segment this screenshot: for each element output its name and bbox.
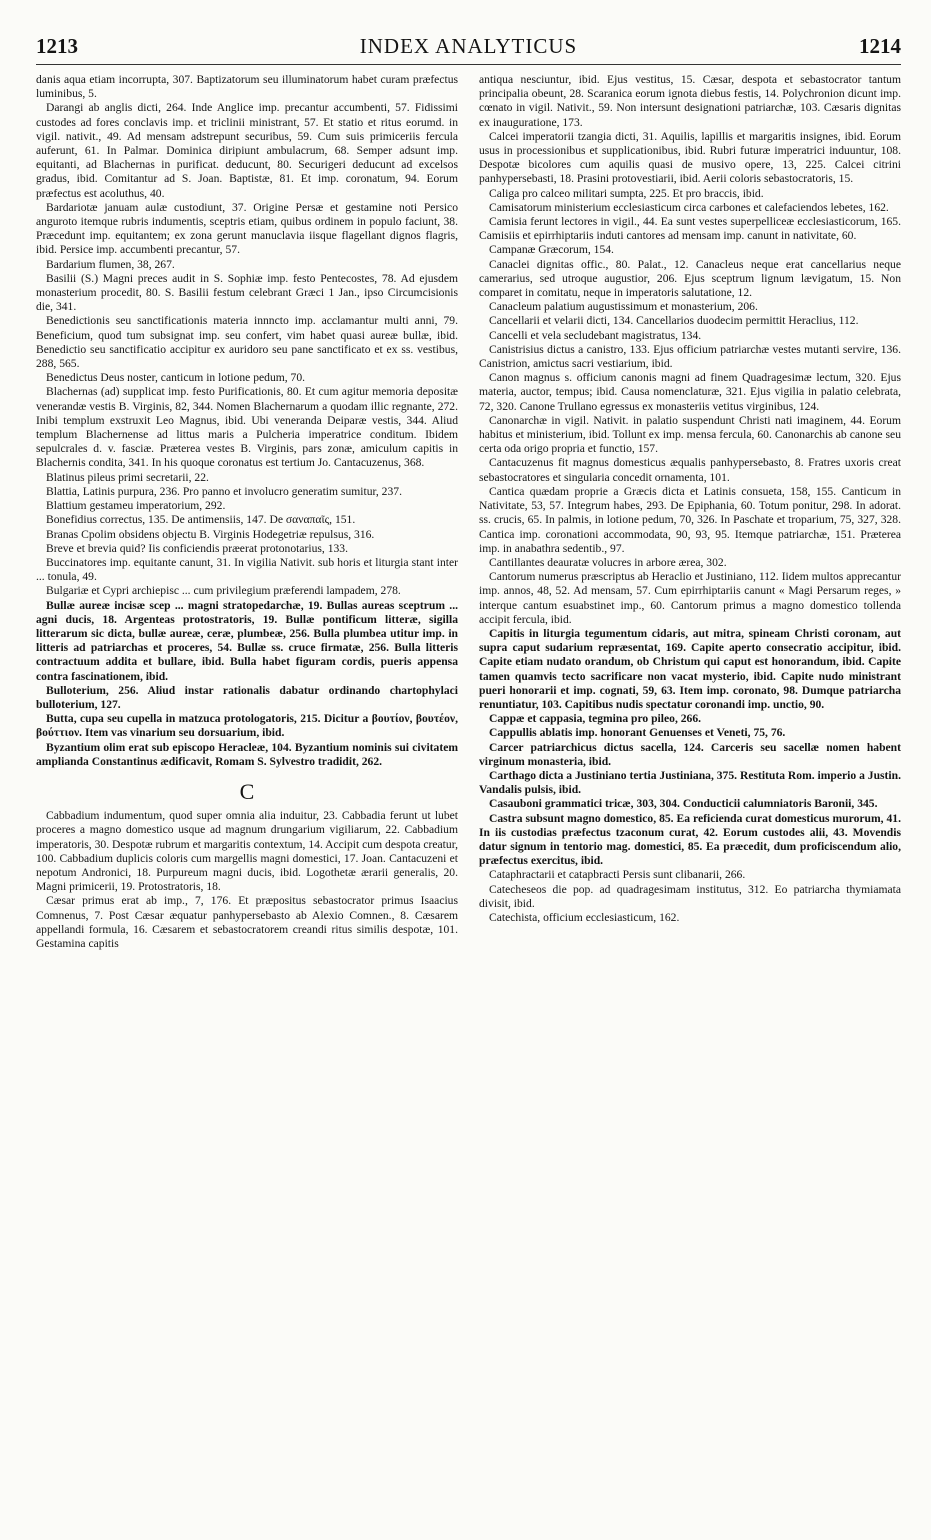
index-entry: Darangi ab anglis dicti, 264. Inde Anglice imp. precantur accumbenti, 57. Fidissimi custodes ad fores conclavis imp. et triclinii ministrant, 57. Et statio et ritus eorumd. in vigil. nativit., 49. Ad mensam adstrepunt securibus, 59. Cum suis primiceriis fercula auferunt, 61. In Palmar. Dominica diripiunt ambulacrum, 68. Semper adsunt imp. equitanti, ad Blachernas in purificat. deducunt, 80. Securigeri deducunt ad excelsos gradus, ibid. Comitantur ad S. Joan. Baptistæ, 81. Et imp. coronatum, 94. Eorum præfectus est acoluthus, 40. [36, 101, 458, 200]
index-entry: Castra subsunt magno domestico, 85. Ea reficienda curat domesticus murorum, 41. In iis custodias præfectus tzaconum curat, 42. Eorum custodes alii, 43. Movendis datur signum in tentorio mag. domestici, 85. Ea præcedit, dum proficiscendum alio, præfectus exercitus, ibid. [479, 811, 901, 868]
index-entry: Canistrisius dictus a canistro, 133. Ejus officium patriarchæ vestes mutanti servire, 136. Canistrion, amictus sacri vestiarium, ibid. [479, 342, 901, 371]
index-entry: Canon magnus s. officium canonis magni ad finem Quadragesimæ lectum, 320. Ejus materia, auctor, tempus; ibid. Causa nomenclaturæ, 321. Ejus vigilia in palatio celebrata, 72, 320. Canone Trullano egressus ex monasteriis vetitus virginibus, 124. [479, 371, 901, 413]
index-entry: danis aqua etiam incorrupta, 307. Baptizatorum seu illuminatorum habet curam præfectus luminibus, 5. [36, 73, 458, 101]
index-entry: Bulloterium, 256. Aliud instar rationalis dabatur ordinando chartophylaci bulloterium, 127. [36, 683, 458, 711]
section-letter: C [239, 778, 255, 804]
index-entry: Byzantium olim erat sub episcopo Heracleæ, 104. Byzantium nominis sui civitatem amplianda Constantinus ædificavit, Romam S. Sylvestro tradidit, 262. [36, 740, 458, 768]
index-entry: Buccinatores imp. equitante canunt, 31. In vigilia Nativit. sub horis et liturgia stant inter ... tonula, 49. [36, 555, 458, 584]
index-entry: Cantorum numerus præscriptus ab Heraclio et Justiniano, 112. Iidem multos apprecantur imp. annos, 48, 52. Ad mensam, 57. Cum epirrhiptariis canunt « Magi Persarum reges, » interque cantum esuabstinet imp., 60. Cantorum primus a magno domestico tollenda accipit fercula, ibid. [479, 570, 901, 626]
index-entry: Camisia ferunt lectores in vigil., 44. Ea sunt vestes superpelliceæ ecclesiasticorum, 165. Camisiis et epirrhiptariis induti cantores ad mensam imp. canunt in nativitate, 60. [479, 215, 901, 243]
page-number-right: 1214 [859, 34, 901, 58]
index-entry: Canonarchæ in vigil. Nativit. in palatio suspendunt Christi nati imaginem, 44. Eorum habitus et ministerium, ibid. Tollunt ex imp. mensa fercula, 60. Canonarchis ab canone seu certa oda origo propria et functio, 157. [479, 413, 901, 456]
index-entry: Catecheseos die pop. ad quadragesimam institutus, 312. Eo patriarcha thymiamata divisit, ibid. [479, 882, 901, 910]
index-entry: Cancellarii et velarii dicti, 134. Cancellarios duodecim permittit Heraclius, 112. [489, 314, 859, 328]
index-entry: Casauboni grammatici tricæ, 303, 304. Conducticii calumniatoris Baronii, 345. [489, 797, 878, 811]
index-entry: Cantica quædam proprie a Græcis dicta et Latinis consueta, 158, 155. Canticum in Nativitate, 53, 57. Integrum habes, 293. De Epiphania, 60. Totum ponitur, 298. In adorat. ss. crucis, 65. In palmis, in lotione pedum, 70, 326. In Paschate et troparium, 75, 327, 328. Cantica imp. coronationi accommodata, 90, 93, 95. Itemque patriarchæ, 151. Præterea imp. in anabathra sedentib., 97. [479, 484, 901, 555]
index-entry: Calcei imperatorii tzangia dicti, 31. Aquilis, lapillis et margaritis insignes, ibid. Eorum usus in processionibus et supplicationibus, ibid. Rubri futuræ imperatrici induuntur, 108. Despotæ bicolores cum aquilis quasi de musivo opere, 13, 225. Calcei citrini panhypersebasti, 18. Prasini protovestiarii, ibid. Aerii coloris sebastocratoris, 15. [479, 129, 901, 186]
index-entry: Benedictus Deus noster, canticum in lotione pedum, 70. [46, 371, 306, 385]
index-entry: Campanæ Græcorum, 154. [489, 243, 614, 257]
index-entry: Blattium gestameu imperatorium, 292. [46, 499, 226, 513]
index-entry: Bonefidius correctus, 135. De antimensiis, 147. De σαναπαῖς, 151. [46, 513, 356, 527]
running-title: INDEX ANALYTICUS [359, 34, 578, 58]
index-entry: Cæsar primus erat ab imp., 7, 176. Et præpositus sebastocrator primus Isaacius Comnenus, 7. Post Cæsar æquatur panhypersebasto ab Alexio Comnen., 8. Cæsarem appellandi formula, 16. Cæsarem et sebastocratorem creandi ritus similis despotæ, 101. Gestamina capitis [36, 894, 458, 950]
index-entry: Branas Cpolim obsidens objectu B. Virginis Hodegetriæ repulsus, 316. [46, 527, 375, 541]
index-entry: Blatinus pileus primi secretarii, 22. [46, 470, 209, 484]
index-entry: Caliga pro calceo militari sumpta, 225. Et pro braccis, ibid. [489, 186, 764, 200]
index-entry: Carthago dicta a Justiniano tertia Justiniana, 375. Restituta Rom. imperio a Justin. Vandalis pulsis, ibid. [479, 768, 901, 797]
index-entry: Carcer patriarchicus dictus sacella, 124. Carceris seu sacellæ nomen habent virginum monasteria, ibid. [479, 740, 901, 768]
index-entry: Bullæ aureæ incisæ scep ... magni stratopedarchæ, 19. Bullas aureas sceptrum ... agni ducis, 18. Argenteas protostratoris, 19. Bullæ pontificum litteræ, sigilla litterarum sic dicta, bullæ aureæ, ceræ, plumbeæ, 256. Bulla plumbea utitur imp. in litteris ad patriarchas et proceres, 54. Bullæ ss. cruce firmatæ, 256. Bulla litteris contractuum addita et bullare, ibid. Bulla habet figuram cordis, pueris appensa contra fascinationem, ibid. [36, 598, 458, 683]
index-entry: Capitis in liturgia tegumentum cidaris, aut mitra, spineam Christi coronam, aut supra caput sudarium repræsentat, 169. Capite aperto consecratio accipitur, ibid. Capite etiam nudato orandum, ob Christum qui caput est honorandum, ibid. Capite tamen quamvis tecto sacrificare non vacat mysterio, ibid. Capite nudo ministrant pueri honorarii et imp. cognati, 59, 63. Item imp. coronato, 98. Dumque patriarcha renuntiatur, 103. Capitibus nudis spectatur coronandi imp. unctio, 90. [479, 626, 901, 711]
index-entry: Cancelli et vela secludebant magistratus, 134. [489, 328, 702, 342]
index-entry: Breve et brevia quid? Iis conficiendis præerat protonotarius, 133. [46, 541, 348, 555]
index-entry: antiqua nesciuntur, ibid. Ejus vestitus, 15. Cæsar, despota et sebastocrator tantum principalia obeunt, 28. Scaranica eorum ignota diebus festis, 14. Polychronion dicunt imp. cœnato in vigil. Nativit., 59. Non intersunt designationi patriarchæ, 103. Cæsaris dignitas ex inauguratione, 173. [479, 73, 901, 129]
index-entry: Bardariotæ januam aulæ custodiunt, 37. Origine Persæ et gestamine noti Persico anguroto itemque rubris indumentis, sceptris etiam, quibus ordinem in populo faciunt, 38. Præcedunt imp. equitantem; ex zona gerunt manuclavia iisque flagellant dignos flagris, ibid. Persice imp. accumbenti precantur, 57. [36, 200, 458, 257]
index-entry: Blachernas (ad) supplicat imp. festo Purificationis, 80. Et cum agitur memoria depositæ venerandæ vestis B. Virginis, 82, 344. Nomen Blachernarum a quodam illic regnante, 272. Inibi templum exstruxit Leo Magnus, ibid. Ubi veneranda Deiparæ vestis, 344. Aliud templum Blachernense ad littus maris a Pulcheria imperatrice conditum. Ibidem sepulcrales d. v. fasciæ. Præterea vestes B. Virginis, pars zonæ, amiculum capitis in Blachernis condita, 341. In his quoque coronatus est tertium Jo. Cantacuzenus, 368. [36, 385, 458, 470]
index-entry: Canacleum palatium augustissimum et monasterium, 206. [489, 300, 758, 314]
two-column-body [36, 73, 901, 1533]
index-entry: Cataphractarii et catapbracti Persis sunt clibanarii, 266. [489, 868, 746, 882]
index-entry: Bulgariæ et Cypri archiepisc ... cum privilegium præferendi lampadem, 278. [46, 584, 401, 598]
index-entry: Cappullis ablatis imp. honorant Genuenses et Veneti, 75, 76. [489, 726, 786, 740]
index-entry: Basilii (S.) Magni preces audit in S. Sophiæ imp. festo Pentecostes, 78. Ad ejusdem monasterium procedit, 80. S. Basilii festum celebrant Græci 1 Jan., ipso Circumcisionis die, 341. [36, 271, 458, 314]
index-entry: Blattia, Latinis purpura, 236. Pro panno et involucro generatim sumitur, 237. [46, 484, 402, 498]
index-entry: Benedictionis seu sanctificationis materia innncto imp. acclamantur multi anni, 79. Beneficium, quod tum subsignat imp. seu confert, vim habet quasi aureæ bullæ, ibid. Benedictio seu sanctificatio accipitur ex auridoro seu pane sanctificato et ex ss. vestibus, 288, 565. [36, 314, 458, 371]
index-entry: Cabbadium indumentum, quod super omnia alia induitur, 23. Cabbadia ferunt ut lubet proceres a magno domestico usque ad magnum drungarium vigiliarum, 22. Cabbadium imperatoris, 30. Despotæ rubrum et margaritis contextum, 14. Accipit cum despota creatur, 100. Cabbadium duplicis coloris cum margellis magni domestici, 17. Joan. Cantacuzeni et nepotum Andronici, 18. Purpureum magni ducis, ibid. Logothetæ ærarii generalis, 20. Magni primicerii, 19. Protostratoris, 18. [36, 809, 458, 894]
index-entry: Butta, cupa seu cupella in matzuca protologatoris, 215. Dicitur a βουτίον, βουτέον, βούττιον. Item vas vinarium seu dorsuarium, ibid. [36, 712, 458, 740]
index-entry: Bardarium flumen, 38, 267. [46, 257, 175, 271]
index-entry: Camisatorum ministerium ecclesiasticum circa carbones et calefaciendos lebetes, 162. [489, 200, 889, 214]
right-column [479, 73, 901, 1533]
index-entry: Canaclei dignitas offic., 80. Palat., 12. Canacleus neque erat cancellarius neque camerarius, sed utroque augustior, 206. Ejus sceptrum lignum lævigatum, 15. Non comparet in comitatu, neque in imperatoris salutatione, 12. [479, 257, 901, 300]
left-column [36, 73, 458, 1533]
index-entry: Catechista, officium ecclesiasticum, 162. [489, 910, 680, 924]
page-number-left: 1213 [36, 34, 78, 58]
index-entry: Cantacuzenus fit magnus domesticus æqualis panhypersebasto, 8. Fratres uxoris creat sebastocratores et singularia concedit ornamenta, 101. [479, 456, 901, 484]
page-header [36, 30, 901, 65]
index-entry: Cappæ et cappasia, tegmina pro pileo, 266. [489, 712, 702, 726]
index-entry: Cantillantes deauratæ volucres in arbore ærea, 302. [489, 555, 727, 569]
